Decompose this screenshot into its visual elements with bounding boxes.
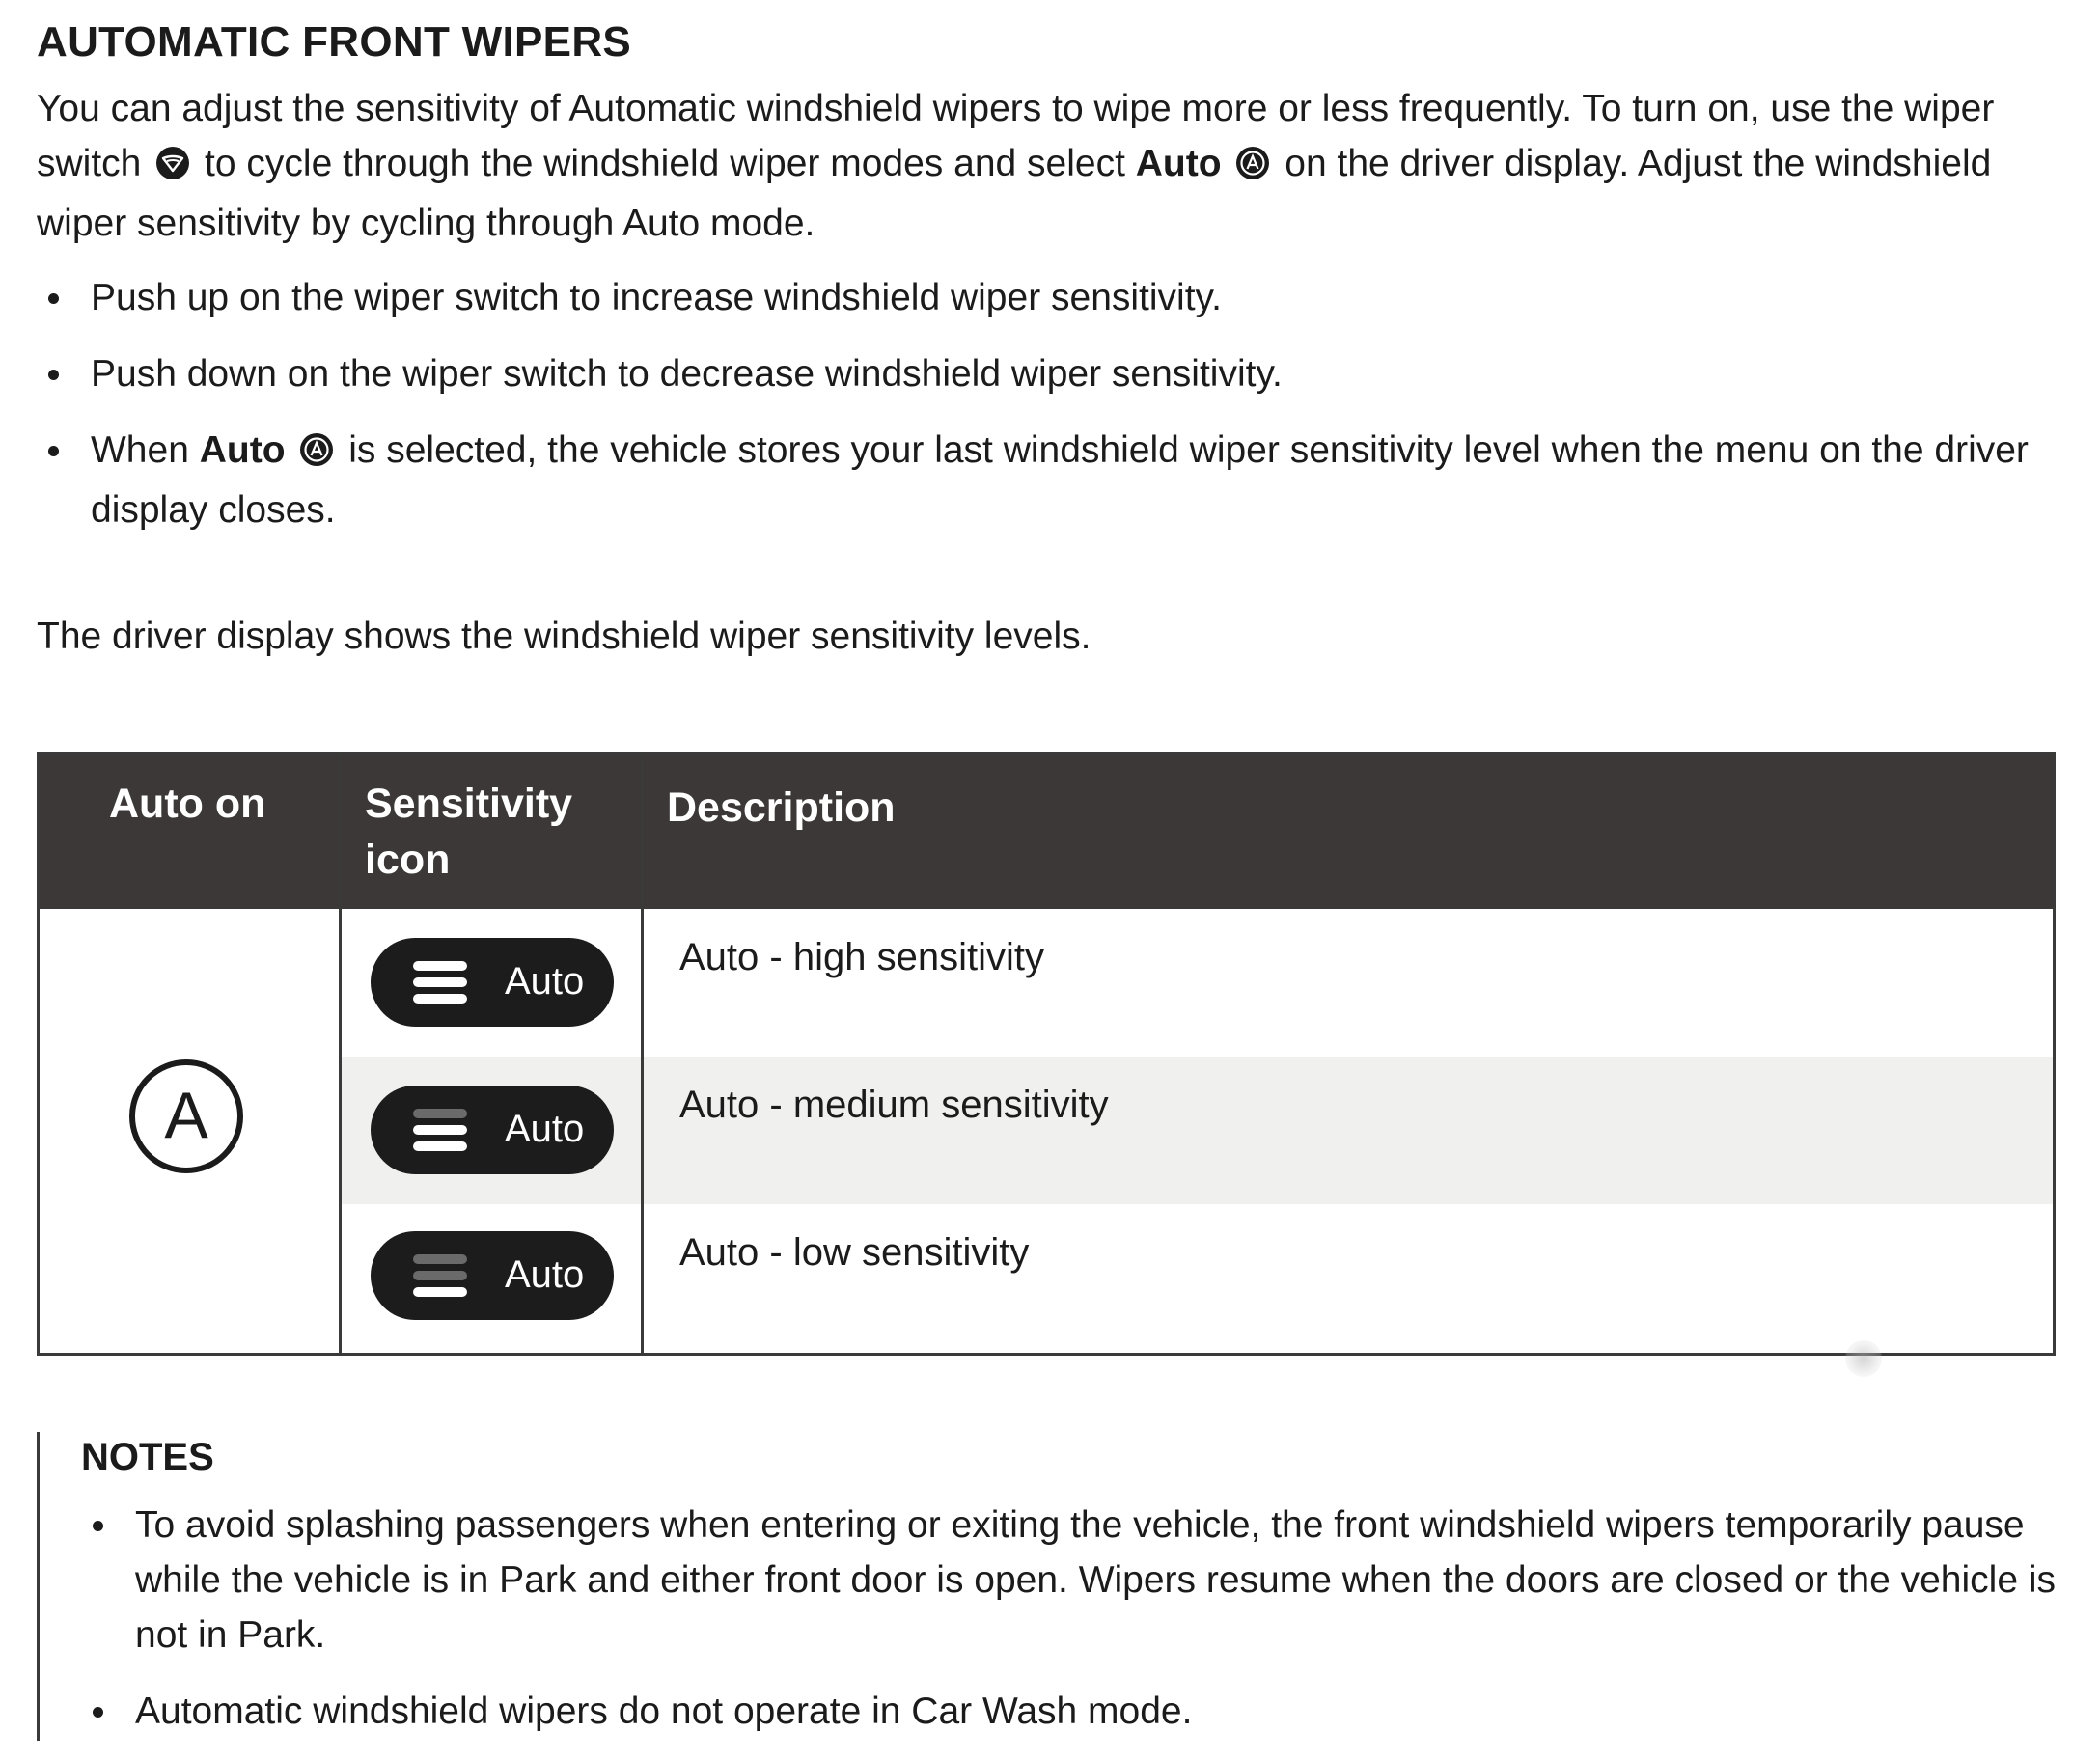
row-description: Auto - medium sensitivity: [679, 1084, 1109, 1126]
intro-text-1: You can adjust the sensitivity of Automatic windshield wipers to wipe more or less frequently. To turn on, use the wiper switch: [37, 88, 1995, 184]
bullet-dot: [48, 293, 59, 304]
notes-box: [37, 1432, 2066, 1741]
intro-text-3: on the driver display. Adjust the windshield wiper sensitivity by cycling through Auto mode.: [37, 143, 1992, 244]
header-sensitivity-icon: Sensitivity icon: [365, 781, 573, 883]
row-description: Auto - high sensitivity: [679, 936, 1044, 978]
notes-title: NOTES: [81, 1436, 214, 1478]
wiper-switch-icon: [155, 141, 190, 196]
table-row: [342, 1057, 2053, 1204]
bullet-text: is selected, the vehicle stores your last windshield wiper sensitivity level when the menu on the driver display closes.: [91, 429, 2029, 531]
row-description: Auto - low sensitivity: [679, 1231, 1030, 1274]
bullet-dot: [93, 1521, 103, 1531]
pill-label: Auto: [505, 1108, 585, 1150]
pill-label: Auto: [505, 960, 585, 1003]
bullet-dot: [48, 370, 59, 380]
list-item: [37, 423, 2063, 537]
screen-smudge: [1845, 1340, 1882, 1377]
pill-label: Auto: [505, 1253, 585, 1296]
list-item: [81, 1498, 2059, 1663]
display-paragraph: The driver display shows the windshield wiper sensitivity levels.: [37, 616, 1091, 657]
bullet-list: [37, 270, 2063, 537]
notes-list: [81, 1498, 2059, 1760]
table-row: [342, 1204, 2053, 1352]
sensitivity-lines-icon: [413, 1254, 467, 1304]
sensitivity-pill-high: [371, 938, 614, 1027]
bullet-dot: [93, 1707, 103, 1718]
intro-paragraph: [37, 81, 2063, 251]
sensitivity-lines-icon: [413, 1109, 467, 1158]
header-auto-on: Auto on: [109, 781, 266, 827]
column-divider: [641, 755, 644, 1353]
auto-circle-icon: [299, 427, 334, 482]
manual-page: [37, 0, 2063, 664]
header-description: Description: [667, 784, 896, 831]
column-divider: [339, 755, 342, 1353]
sensitivity-pill-low: [371, 1231, 614, 1320]
section-heading: AUTOMATIC FRONT WIPERS: [37, 18, 632, 66]
intro-text-2: to cycle through the windshield wiper modes and select: [205, 143, 1125, 184]
bullet-text: Push down on the wiper switch to decrease windshield wiper sensitivity.: [91, 353, 1283, 395]
note-text: Automatic windshield wipers do not operate in Car Wash mode.: [135, 1691, 1193, 1732]
auto-circle-icon: A: [129, 1059, 243, 1173]
sensitivity-lines-icon: [413, 961, 467, 1010]
list-item: [37, 346, 2063, 401]
bullet-text: Push up on the wiper switch to increase windshield wiper sensitivity.: [91, 277, 1222, 318]
bullet-dot: [48, 446, 59, 456]
sensitivity-table: [37, 752, 2056, 1356]
bullet-text: When: [91, 429, 189, 471]
list-item: [37, 270, 2063, 325]
note-text: To avoid splashing passengers when entering or exiting the vehicle, the front windshield wipers temporarily pause while the vehicle is in Park and either front door is open. Wipers resume when the doors are closed or the vehicle is not in Park.: [135, 1504, 2057, 1656]
table-row: [342, 909, 2053, 1057]
auto-circle-icon: [1235, 141, 1270, 196]
sensitivity-pill-medium: [371, 1086, 614, 1174]
bullet-auto-bold: Auto: [199, 429, 286, 471]
list-item: [81, 1684, 2059, 1739]
intro-auto-bold: Auto: [1135, 143, 1222, 184]
